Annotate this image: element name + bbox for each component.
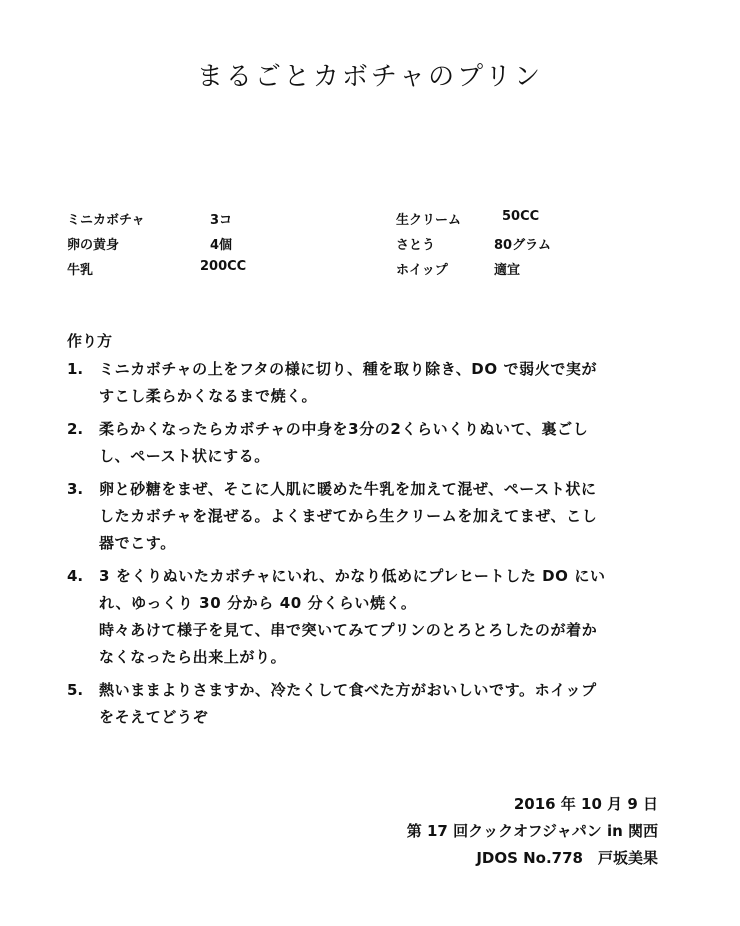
step-item [67,563,667,671]
ingredient-amount: 80グラム [494,238,551,253]
step-number: 4. [67,567,84,585]
ingredient-name: 生クリーム [396,213,462,228]
step-text: ミニカボチャの上をフタの様に切り、種を取り除き、DO で弱火で実が [99,360,598,378]
step-item [67,416,667,470]
ingredient-amount: 50CC [502,209,540,224]
step-text: をそえてどうぞ [99,708,209,726]
step-text: 熱いままよりさますか、冷たくして食べた方がおいしいです。ホイップ [99,681,597,699]
footer-date: 2016 年 10 月 9 日 [513,795,658,813]
step-item [67,677,667,731]
footer-author: JDOS No.778 戸坂美果 [476,849,658,867]
step-item [67,476,667,557]
step-number: 2. [67,420,84,438]
step-text: 卵と砂糖をまぜ、そこに人肌に暖めた牛乳を加えて混ぜ、ペースト状に [99,480,597,498]
step-text: すこし柔らかくなるまで焼く。 [99,387,318,405]
step-number: 5. [67,681,84,699]
ingredient-name: さとう [396,238,436,253]
step-text: 柔らかくなったらカボチャの中身を3分の2くらいくりぬいて、裏ごし [99,420,589,438]
ingredient-name: 牛乳 [67,263,94,278]
step-number: 3. [67,480,84,498]
step-text: 時々あけて様子を見て、串で突いてみてプリンのとろとろしたのが着か [99,621,598,639]
ingredient-amount: 適宜 [494,263,521,278]
step-text: 器でこす。 [99,534,176,552]
step-text: したカボチャを混ぜる。よくまぜてから生クリームを加えてまぜ、こし [99,507,598,525]
ingredient-name: 卵の黄身 [67,238,120,253]
ingredient-name: ミニカボチャ [67,213,145,228]
ingredient-amount: 4個 [210,238,233,253]
step-text: し、ペースト状にする。 [99,447,270,465]
ingredient-amount: 200CC [200,259,247,274]
step-text: 3 をくりぬいたカボチャにいれ、かなり低めにプレヒートした DO にい [99,567,606,585]
method-heading: 作り方 [67,332,113,350]
ingredient-name: ホイップ [396,263,448,278]
method-steps [67,356,667,737]
ingredient-amount: 3コ [210,213,233,228]
footer-event: 第 17 回クックオフジャパン in 関西 [406,822,658,840]
step-text: れ、ゆっくり 30 分から 40 分くらい焼く。 [99,594,417,612]
step-number: 1. [67,360,84,378]
step-text: なくなったら出来上がり。 [99,648,287,666]
step-item [67,356,667,410]
page-title: まるごとカボチャのプリン [196,62,544,92]
